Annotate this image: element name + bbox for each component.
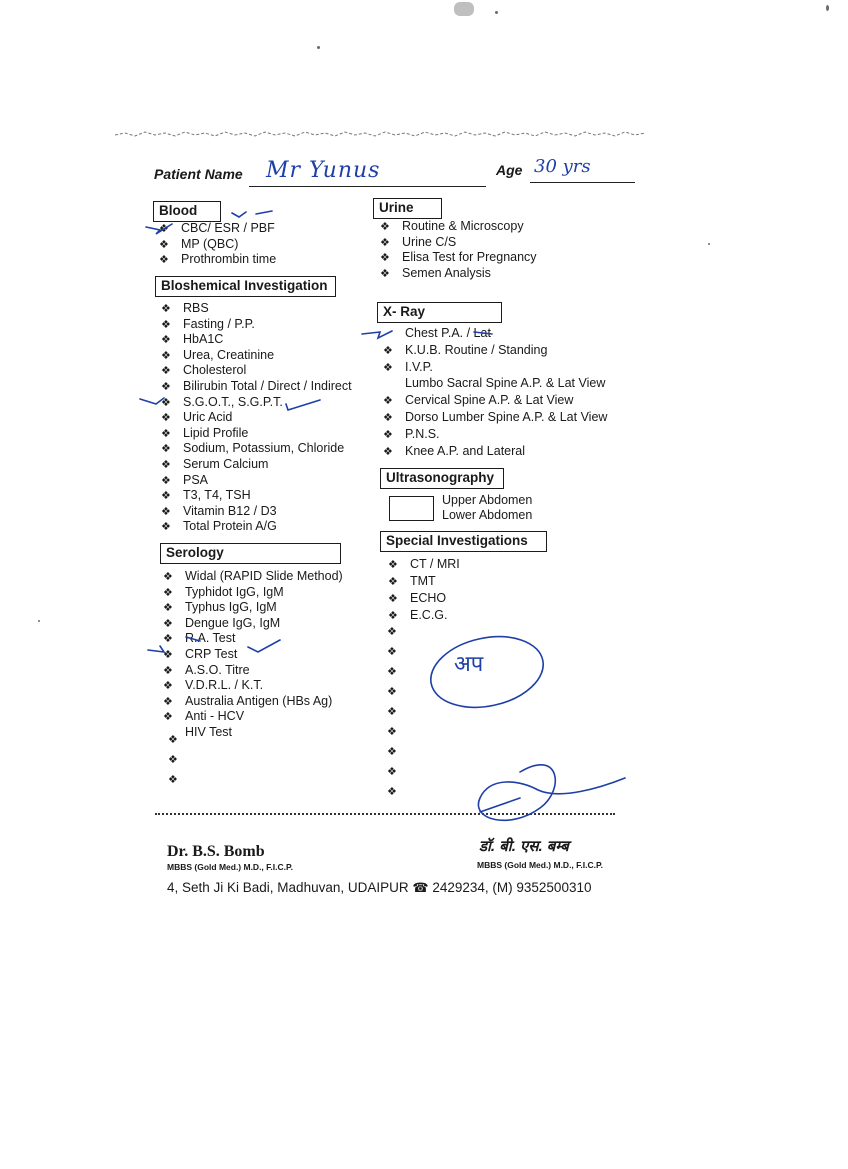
list-item: ❖ T3, T4, TSH (161, 488, 352, 504)
bullet-icon: ❖ (161, 380, 171, 393)
bullet-icon: ❖ (163, 648, 173, 661)
section-urine-title: Urine (373, 198, 442, 219)
list-item: ❖ Vitamin B12 / D3 (161, 504, 352, 520)
bullet-icon: ❖ (388, 559, 398, 571)
list-item: ❖ Uric Acid (161, 410, 352, 426)
bullet-icon: ❖ (163, 711, 173, 724)
bullet-icon: ❖ (380, 221, 390, 233)
list-item: ❖ ECHO (388, 590, 460, 607)
phone-icon: ☎ (412, 880, 429, 895)
doctor-qualification: MBBS (Gold Med.) M.D., F.I.C.P. (167, 862, 293, 872)
bullet-icon: ❖ (161, 427, 171, 440)
bullet-icon: ❖ (163, 602, 173, 615)
tick-mark-icon (232, 211, 272, 217)
bullet-icon: ❖ (388, 593, 398, 605)
bullet-icon: ❖ (380, 252, 390, 265)
tick-mark-icon (146, 224, 172, 234)
list-item: ❖ Elisa Test for Pregnancy (380, 250, 537, 266)
section-serology-title: Serology (160, 543, 341, 564)
section-blood-title: Blood (153, 201, 221, 222)
bullet-icon: ❖ (161, 521, 171, 534)
bullet-icon: ❖ (161, 396, 171, 409)
list-item: ❖ V.D.R.L. / K.T. (163, 678, 343, 694)
list-item: ❖ K.U.B. Routine / Standing (383, 342, 607, 359)
list-item: ❖ S.G.O.T., S.G.P.T. (161, 395, 352, 411)
list-item: ❖ CT / MRI (388, 556, 460, 573)
section-biochem-title: Bloshemical Investigation (155, 276, 336, 297)
bullet-icon: ❖ (387, 786, 397, 798)
bullet-icon: ❖ (163, 586, 173, 599)
bullet-icon: ❖ (161, 443, 171, 456)
section-usg-title: Ultrasonography (380, 468, 504, 489)
list-item: ❖ Fasting / P.P. (161, 317, 352, 333)
bullet-icon: ❖ (159, 254, 169, 267)
list-item: Chest P.A. / Lat (405, 326, 491, 340)
list-item: ❖ A.S.O. Titre (163, 663, 343, 679)
list-item: ❖ Sodium, Potassium, Chloride (161, 441, 352, 457)
bullet-icon: ❖ (161, 505, 171, 518)
age-handwritten: 30 yrs (534, 156, 591, 177)
list-item: ❖ Total Protein A/G (161, 519, 352, 535)
list-item: ❖ HbA1C (161, 332, 352, 348)
bullet-icon: ❖ (387, 726, 397, 738)
list-item: Lumbo Sacral Spine A.P. & Lat View (405, 375, 606, 390)
bullet-icon: ❖ (161, 458, 171, 471)
bullet-icon: ❖ (163, 571, 173, 583)
patient-name-label: Patient Name (154, 166, 243, 182)
list-item: ❖ Semen Analysis (380, 266, 537, 282)
bullet-icon: ❖ (161, 334, 171, 347)
list-item: ❖ Routine & Microscopy (380, 219, 537, 235)
bullet-icon: ❖ (163, 680, 173, 693)
bullet-icon: ❖ (163, 633, 173, 646)
list-item: ❖ CBC/ ESR / PBF (159, 221, 276, 237)
list-item: ❖ Dengue IgG, IgM (163, 616, 343, 632)
list-item: ❖ Dorso Lumber Spine A.P. & Lat View (383, 409, 607, 426)
list-item: ❖ I.V.P. (383, 359, 433, 374)
bullet-icon: ❖ (388, 576, 398, 588)
list-item: ❖ Cholesterol (161, 363, 352, 379)
list-item: ❖ Australia Antigen (HBs Ag) (163, 694, 343, 710)
bullet-icon: ❖ (383, 445, 393, 458)
list-item: ❖ RBS (161, 301, 352, 317)
bullet-icon: ❖ (387, 746, 397, 758)
bullet-icon: ❖ (161, 365, 171, 378)
bullet-icon: ❖ (161, 349, 171, 362)
circle-stamp-icon (424, 627, 550, 717)
bullet-icon: ❖ (383, 344, 393, 357)
bullet-icon: ❖ (387, 626, 397, 638)
list-item: ❖ Typhus IgG, IgM (163, 600, 343, 616)
bullet-icon: ❖ (383, 428, 393, 441)
age-label: Age (496, 162, 523, 178)
bullet-icon: ❖ (383, 361, 393, 374)
list-item: ❖ Knee A.P. and Lateral (383, 443, 607, 460)
bullet-icon: ❖ (388, 610, 398, 622)
doctor-qualification-right: MBBS (Gold Med.) M.D., F.I.C.P. (477, 860, 603, 870)
list-item: ❖ P.N.S. (383, 426, 607, 443)
bullet-icon: ❖ (168, 754, 178, 766)
bullet-icon: ❖ (161, 490, 171, 503)
usg-lower-abdomen: Lower Abdomen (442, 508, 533, 522)
bullet-icon: ❖ (159, 238, 169, 251)
list-item: ❖ Typhidot IgG, IgM (163, 585, 343, 601)
list-item: ❖ R.A. Test (163, 631, 343, 647)
list-item: ❖ Lipid Profile (161, 426, 352, 442)
bullet-icon: ❖ (383, 411, 393, 424)
list-item: ❖ CRP Test (163, 647, 343, 663)
tick-mark-icon (140, 398, 320, 410)
section-xray-title: X- Ray (377, 302, 502, 323)
list-item: ❖ Prothrombin time (159, 252, 276, 268)
phone-numbers: 2429234, (M) 9352500310 (432, 880, 592, 895)
list-item: ❖ Widal (RAPID Slide Method) (163, 569, 343, 585)
bullet-icon: ❖ (387, 766, 397, 778)
bullet-icon: ❖ (159, 223, 169, 235)
bullet-icon: ❖ (163, 617, 173, 630)
section-special-title: Special Investigations (380, 531, 547, 552)
bullet-icon: ❖ (168, 734, 178, 746)
list-item: ❖ Cervical Spine A.P. & Lat View (383, 392, 607, 409)
address-text: 4, Seth Ji Ki Badi, Madhuvan, UDAIPUR (167, 880, 409, 895)
bullet-icon: ❖ (380, 236, 390, 249)
tick-mark-icon (148, 637, 280, 652)
list-item: ❖ Urine C/S (380, 235, 537, 251)
bullet-icon: ❖ (161, 318, 171, 331)
list-item: HIV Test (185, 724, 233, 739)
list-item: ❖ MP (QBC) (159, 237, 276, 253)
bullet-icon: ❖ (387, 706, 397, 718)
bullet-icon: ❖ (387, 686, 397, 698)
bullet-icon: ❖ (383, 394, 393, 407)
bullet-icon: ❖ (387, 666, 397, 678)
tick-mark-icon (362, 331, 492, 338)
bullet-icon: ❖ (380, 267, 390, 280)
bullet-icon: ❖ (161, 412, 171, 425)
list-item: ❖ TMT (388, 573, 460, 590)
handwritten-stamp-text: अप (454, 652, 484, 677)
bullet-icon: ❖ (163, 664, 173, 677)
list-item: ❖ Bilirubin Total / Direct / Indirect (161, 379, 352, 395)
doctor-name: Dr. B.S. Bomb (167, 843, 265, 860)
signature-icon (478, 765, 625, 821)
list-item: ❖ PSA (161, 473, 352, 489)
patient-name-handwritten: Mr Yunus (266, 158, 381, 183)
bullet-icon: ❖ (163, 695, 173, 708)
bullet-icon: ❖ (168, 774, 178, 786)
doctor-name-hindi: डॉ. बी. एस. बम्ब (479, 838, 569, 855)
list-item: ❖ Anti - HCV (163, 709, 343, 725)
bullet-icon: ❖ (161, 474, 171, 487)
list-item: ❖ Urea, Creatinine (161, 348, 352, 364)
list-item: ❖ Serum Calcium (161, 457, 352, 473)
bullet-icon: ❖ (161, 303, 171, 315)
usg-upper-abdomen: Upper Abdomen (442, 493, 533, 507)
signature-icon (480, 798, 520, 812)
list-item: ❖ E.C.G. (388, 607, 460, 624)
bullet-icon: ❖ (387, 646, 397, 658)
